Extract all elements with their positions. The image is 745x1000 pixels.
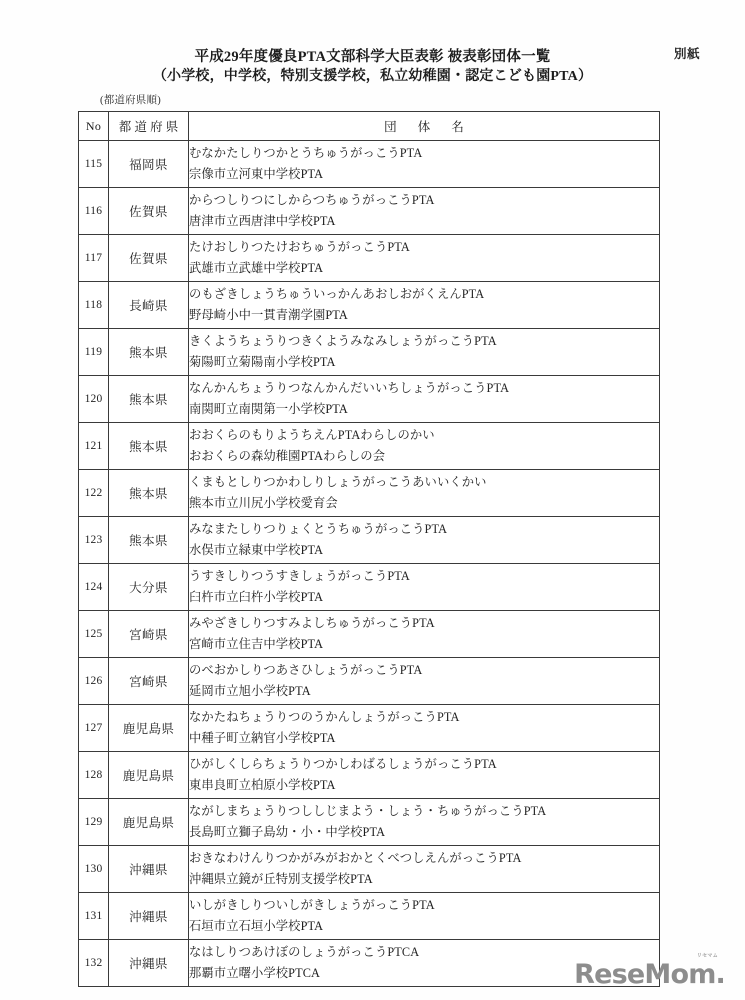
cell-no: 115 xyxy=(79,141,109,188)
cell-prefecture: 鹿児島県 xyxy=(109,705,189,752)
cell-organization xyxy=(189,282,660,329)
column-header-organization: 団 体 名 xyxy=(189,112,660,141)
organization-name-kanji: 長島町立獅子島幼・小・中学校PTA xyxy=(189,825,386,839)
organization-name-kanji: 野母崎小中一貫青潮学園PTA xyxy=(189,308,348,322)
cell-organization xyxy=(189,705,660,752)
cell-organization xyxy=(189,611,660,658)
cell-no: 120 xyxy=(79,376,109,423)
cell-prefecture: 宮崎県 xyxy=(109,611,189,658)
cell-no: 126 xyxy=(79,658,109,705)
table-header xyxy=(79,112,660,141)
organization-name-kana: のもざきしょうちゅういっかんあおしおがくえんPTA xyxy=(189,287,485,301)
organization-name-kana: みやざきしりつすみよしちゅうがっこうPTA xyxy=(189,616,435,630)
organization-name-kana: おきなわけんりつかがみがおかとくべつしえんがっこうPTA xyxy=(189,851,522,865)
cell-no: 122 xyxy=(79,470,109,517)
table-row xyxy=(79,799,660,846)
cell-prefecture: 沖縄県 xyxy=(109,940,189,987)
cell-prefecture: 沖縄県 xyxy=(109,893,189,940)
cell-prefecture: 熊本県 xyxy=(109,470,189,517)
cell-prefecture: 佐賀県 xyxy=(109,188,189,235)
cell-organization xyxy=(189,658,660,705)
organization-name-kana: からつしりつにしからつちゅうがっこうPTA xyxy=(189,193,435,207)
table-row xyxy=(79,470,660,517)
table-row xyxy=(79,564,660,611)
organization-name-kanji: 東串良町立柏原小学校PTA xyxy=(189,778,336,792)
cell-no: 123 xyxy=(79,517,109,564)
award-list-table xyxy=(78,111,660,987)
organization-name-kanji: 南関町立南関第一小学校PTA xyxy=(189,402,348,416)
cell-prefecture: 鹿児島県 xyxy=(109,752,189,799)
cell-no: 132 xyxy=(79,940,109,987)
organization-name-kana: うすきしりつうすきしょうがっこうPTA xyxy=(189,569,410,583)
cell-no: 127 xyxy=(79,705,109,752)
organization-name-kanji: 那覇市立曙小学校PTCA xyxy=(189,966,321,980)
cell-no: 118 xyxy=(79,282,109,329)
table-row xyxy=(79,517,660,564)
cell-prefecture: 宮崎県 xyxy=(109,658,189,705)
table-row xyxy=(79,705,660,752)
cell-no: 125 xyxy=(79,611,109,658)
organization-name-kanji: 水俣市立緑東中学校PTA xyxy=(189,543,324,557)
organization-name-kana: ながしまちょうりつししじまよう・しょう・ちゅうがっこうPTA xyxy=(189,804,547,818)
table-row xyxy=(79,940,660,987)
cell-prefecture: 佐賀県 xyxy=(109,235,189,282)
organization-name-kanji: 沖縄県立鏡が丘特別支援学校PTA xyxy=(189,872,373,886)
table-row xyxy=(79,141,660,188)
cell-prefecture: 沖縄県 xyxy=(109,846,189,893)
cell-prefecture: 熊本県 xyxy=(109,517,189,564)
column-header-prefecture: 都道府県 xyxy=(109,112,189,141)
table-row xyxy=(79,893,660,940)
table-row xyxy=(79,611,660,658)
cell-prefecture: 福岡県 xyxy=(109,141,189,188)
cell-organization xyxy=(189,799,660,846)
table-row xyxy=(79,282,660,329)
table-row xyxy=(79,846,660,893)
organization-name-kanji: おおくらの森幼稚園PTAわらしの会 xyxy=(189,449,386,463)
watermark-brand-text: ReseMom xyxy=(574,959,716,990)
cell-prefecture: 熊本県 xyxy=(109,376,189,423)
cell-organization xyxy=(189,893,660,940)
page-title-line-1: 平成29年度優良PTA文部科学大臣表彰 被表彰団体一覧 xyxy=(194,49,551,65)
cell-prefecture: 大分県 xyxy=(109,564,189,611)
organization-name-kana: なんかんちょうりつなんかんだいいちしょうがっこうPTA xyxy=(189,381,510,395)
cell-organization xyxy=(189,846,660,893)
organization-name-kanji: 中種子町立納官小学校PTA xyxy=(189,731,336,745)
award-list-table-wrapper xyxy=(78,111,659,987)
cell-organization xyxy=(189,329,660,376)
organization-name-kanji: 宗像市立河東中学校PTA xyxy=(189,167,324,181)
cell-organization xyxy=(189,188,660,235)
cell-no: 129 xyxy=(79,799,109,846)
watermark-dot: . xyxy=(715,959,725,990)
watermark-logo xyxy=(574,953,725,990)
cell-prefecture: 熊本県 xyxy=(109,423,189,470)
table-row xyxy=(79,423,660,470)
cell-prefecture: 熊本県 xyxy=(109,329,189,376)
cell-organization xyxy=(189,517,660,564)
organization-name-kana: のべおかしりつあさひしょうがっこうPTA xyxy=(189,663,423,677)
table-row xyxy=(79,188,660,235)
organization-name-kana: なはしりつあけぼのしょうがっこうPTCA xyxy=(189,945,420,959)
organization-name-kanji: 延岡市立旭小学校PTA xyxy=(189,684,311,698)
cell-prefecture: 鹿児島県 xyxy=(109,799,189,846)
cell-no: 124 xyxy=(79,564,109,611)
organization-name-kana: むなかたしりつかとうちゅうがっこうPTA xyxy=(189,146,423,160)
table-row xyxy=(79,658,660,705)
organization-name-kana: おおくらのもりようちえんPTAわらしのかい xyxy=(189,428,435,442)
page-title-line-2: （小学校，中学校，特別支援学校，私立幼稚園・認定こども園PTA） xyxy=(152,68,593,84)
organization-name-kanji: 武雄市立武雄中学校PTA xyxy=(189,261,324,275)
organization-name-kanji: 臼杵市立臼杵小学校PTA xyxy=(189,590,324,604)
table-body xyxy=(79,141,660,987)
cell-organization xyxy=(189,564,660,611)
watermark-ruby-text: リセマム xyxy=(696,953,718,959)
cell-no: 117 xyxy=(79,235,109,282)
sort-order-note: (都道府県順) xyxy=(100,95,161,106)
organization-name-kana: なかたねちょうりつのうかんしょうがっこうPTA xyxy=(189,710,460,724)
table-row xyxy=(79,235,660,282)
table-row xyxy=(79,376,660,423)
organization-name-kana: たけおしりつたけおちゅうがっこうPTA xyxy=(189,240,410,254)
organization-name-kanji: 熊本市立川尻小学校愛育会 xyxy=(189,496,338,510)
resemom-watermark xyxy=(574,953,725,990)
organization-name-kanji: 石垣市立石垣小学校PTA xyxy=(189,919,324,933)
cell-no: 130 xyxy=(79,846,109,893)
organization-name-kanji: 菊陽町立菊陽南小学校PTA xyxy=(189,355,336,369)
organization-name-kana: みなまたしりつりょくとうちゅうがっこうPTA xyxy=(189,522,448,536)
table-row xyxy=(79,752,660,799)
organization-name-kanji: 宮崎市立住吉中学校PTA xyxy=(189,637,324,651)
cell-no: 121 xyxy=(79,423,109,470)
cell-organization xyxy=(189,376,660,423)
table-header-row xyxy=(79,112,660,141)
cell-no: 131 xyxy=(79,893,109,940)
organization-name-kana: きくようちょうりつきくようみなみしょうがっこうPTA xyxy=(189,334,497,348)
cell-prefecture: 長崎県 xyxy=(109,282,189,329)
document-title xyxy=(0,48,745,86)
cell-no: 128 xyxy=(79,752,109,799)
cell-organization xyxy=(189,235,660,282)
cell-organization xyxy=(189,141,660,188)
cell-organization xyxy=(189,423,660,470)
cell-organization xyxy=(189,470,660,517)
cell-organization xyxy=(189,752,660,799)
organization-name-kana: くまもとしりつかわしりしょうがっこうあいいくかい xyxy=(189,475,487,489)
organization-name-kana: いしがきしりついしがきしょうがっこうPTA xyxy=(189,898,435,912)
table-row xyxy=(79,329,660,376)
attachment-label: 別紙 xyxy=(673,47,700,61)
cell-no: 119 xyxy=(79,329,109,376)
cell-no: 116 xyxy=(79,188,109,235)
organization-name-kana: ひがしくしらちょうりつかしわばるしょうがっこうPTA xyxy=(189,757,497,771)
organization-name-kanji: 唐津市立西唐津中学校PTA xyxy=(189,214,336,228)
column-header-no: No xyxy=(79,112,109,141)
